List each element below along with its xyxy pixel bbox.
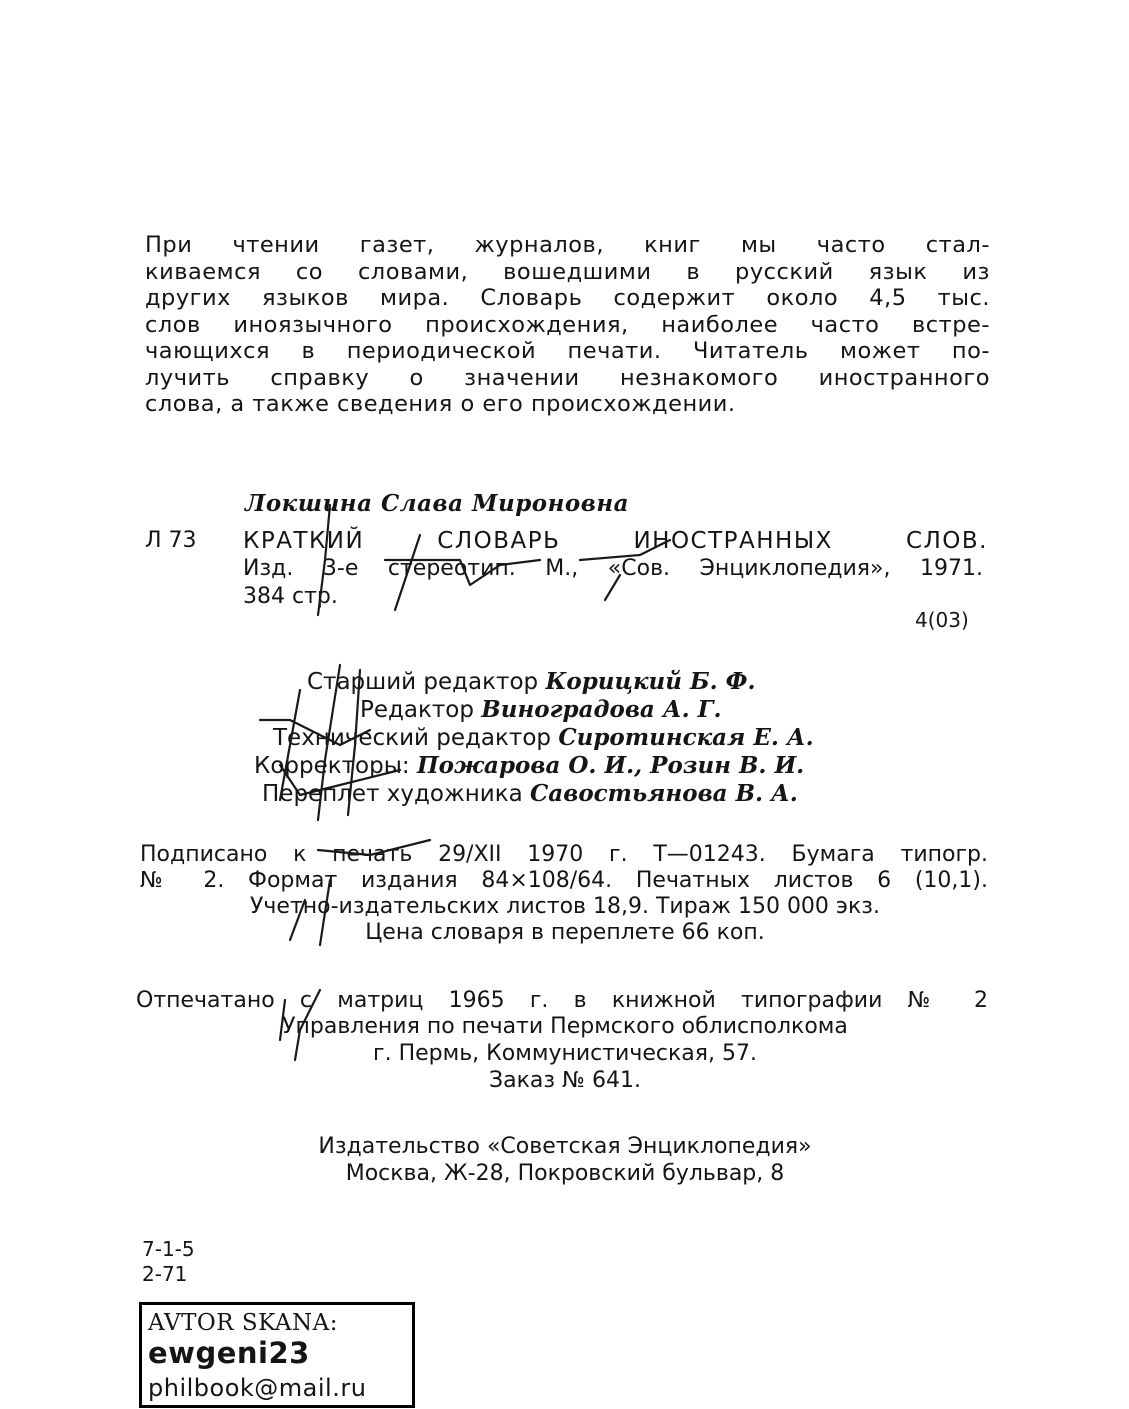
printed-line: Отпечатано с матриц 1965 г. в книжной типографии № 2 [136, 988, 988, 1013]
annotation-line: лучить справку о значении незнакомого иностранного [145, 364, 990, 391]
printed-line: Заказ № 641. [489, 1068, 641, 1093]
credit-person: Пожарова О. И., Розин В. И. [416, 752, 805, 779]
signed-line: Подписано к печать 29/XII 1970 г. Т—01243. Бумага типогр. [140, 842, 988, 867]
annotation-line: слов иноязычного происхождения, наиболее часто встре- [145, 311, 990, 338]
page-count: 384 стр. [243, 584, 338, 609]
book-title: КРАТКИЙ СЛОВАРЬ ИНОСТРАННЫХ СЛОВ. [243, 528, 988, 554]
printed-line: Управления по печати Пермского облисполкома [282, 1014, 848, 1039]
library-index: Л 73 [145, 528, 197, 553]
credit-person: Сиротинская Е. А. [558, 724, 814, 751]
author-name: Локшина Слава Мироновна [245, 490, 630, 517]
annotation-line: При чтении газет, журналов, книг мы часто стал- [145, 232, 990, 258]
credit-binding-artist [262, 780, 798, 807]
credit-person: Корицкий Б. Ф. [545, 668, 756, 695]
stamp-email: philbook@mail.ru [148, 1374, 367, 1402]
stamp-label: AVTOR SKANA: [148, 1310, 338, 1336]
annotation-line: чающихся в периодической печати. Читатель может по- [145, 338, 990, 364]
annotation-line: слова, а также сведения о его происхождении. [145, 391, 736, 417]
signed-line: Цена словаря в переплете 66 коп. [365, 920, 765, 945]
annotation-line: других языков мира. Словарь содержит около 4,5 тыс. [145, 285, 990, 311]
credit-role: Переплет художника [262, 781, 523, 807]
signed-line: № 2. Формат издания 84×108/64. Печатных листов 6 (10,1). [140, 868, 988, 893]
edition-info: Изд. 3-е стереотип. М., «Сов. Энциклопедия», 1971. [243, 556, 983, 581]
credit-editor [360, 696, 721, 723]
classification-code: 4(03) [915, 608, 969, 632]
scanner-stamp [139, 1302, 415, 1408]
catalog-code: 7-1-5 [142, 1237, 195, 1261]
credit-role: Технический редактор [273, 725, 551, 751]
printed-line: г. Пермь, Коммунистическая, 57. [373, 1041, 757, 1066]
signed-line: Учетно-издательских листов 18,9. Тираж 150 000 экз. [250, 894, 880, 919]
credit-senior-editor [307, 668, 756, 695]
credit-person: Виноградова А. Г. [481, 696, 722, 723]
stamp-nick: ewgeni23 [148, 1336, 310, 1370]
annotation-line: киваемся со словами, вошедшими в русский язык из [145, 258, 990, 285]
credit-tech-editor [273, 724, 814, 751]
annotation-paragraph [145, 232, 990, 418]
credit-proofreaders [254, 752, 804, 779]
credit-person: Савостьянова В. А. [530, 780, 798, 807]
publisher-name: Издательство «Советская Энциклопедия» [318, 1134, 812, 1159]
catalog-code: 2-71 [142, 1262, 188, 1286]
publisher-address: Москва, Ж-28, Покровский бульвар, 8 [345, 1161, 785, 1186]
credit-role: Редактор [360, 697, 474, 723]
credit-role: Старший редактор [307, 669, 539, 695]
credit-role: Корректоры: [254, 753, 410, 779]
